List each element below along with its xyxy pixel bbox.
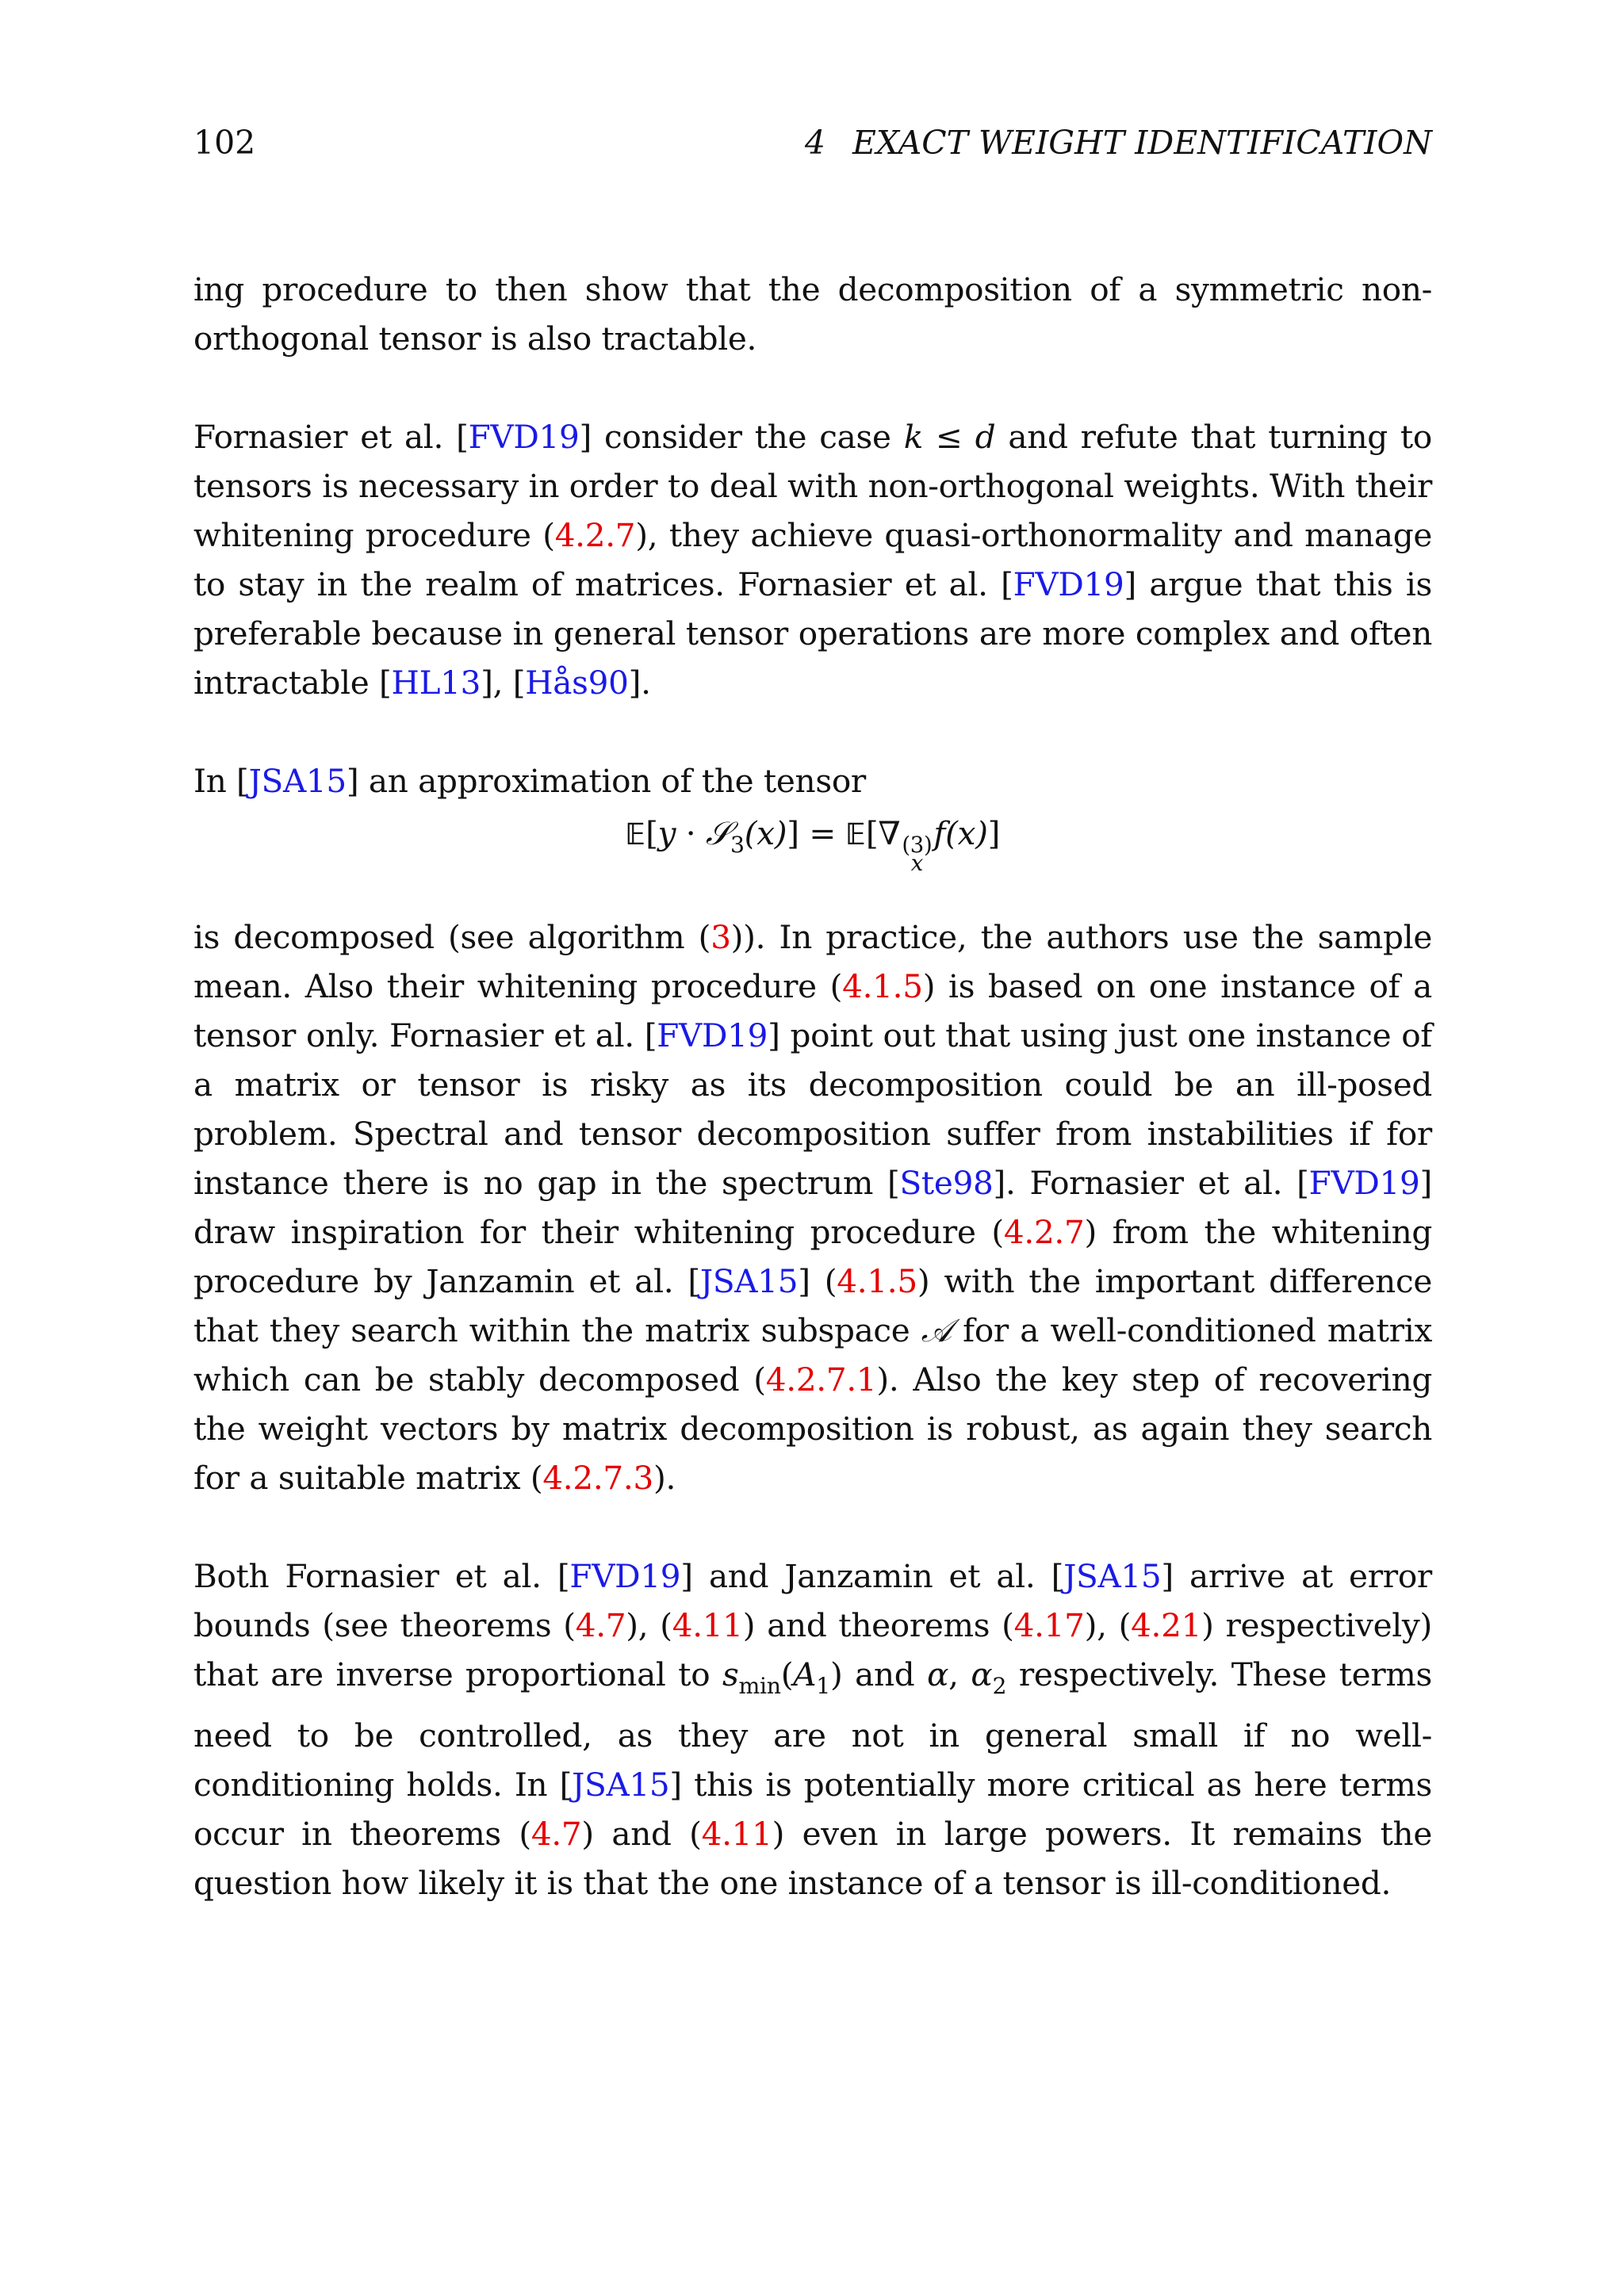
chapter-title: EXACT WEIGHT IDENTIFICATION <box>852 124 1432 162</box>
math-script-stack <box>902 832 933 877</box>
crossref-link[interactable]: 3 <box>710 918 731 957</box>
text-run: ]. <box>628 664 651 702</box>
text-run: ) with the important difference that they search within the matrix subspace <box>193 1262 1432 1350</box>
text-run: ] consider the case <box>579 418 904 456</box>
crossref-link[interactable]: 4.2.7.1 <box>765 1360 877 1399</box>
math-superscript: (3) <box>902 832 933 858</box>
text-run: , <box>948 1655 971 1694</box>
display-equation <box>193 809 1432 877</box>
math-var: (x) <box>744 814 787 852</box>
crossref-link[interactable]: 4.17 <box>1013 1606 1085 1645</box>
math-subscript: x <box>910 851 923 877</box>
body-text <box>193 265 1432 1957</box>
text-run: ), they achieve quasi-orthonormality and manage to stay in the realm of matrices. Fornasier et al. [ <box>193 516 1432 603</box>
text-run: )). In practice, the authors use the sample mean. Also their whitening procedure ( <box>193 918 1432 1006</box>
bracket-close: ] <box>787 814 799 852</box>
text-run: ) and ( <box>581 1815 702 1854</box>
crossref-link[interactable]: 4.7 <box>575 1606 626 1645</box>
math-operator: = <box>799 814 846 852</box>
paragraph <box>193 1552 1432 1908</box>
math-operator: · <box>676 814 706 852</box>
math-subscript: 2 <box>992 1673 1007 1700</box>
citation-link[interactable]: JSA15 <box>248 762 347 800</box>
text-run: ), ( <box>1084 1606 1132 1645</box>
math-var: f(x) <box>933 814 988 852</box>
nabla-symbol: ∇ <box>878 814 901 852</box>
math-var: s <box>722 1655 739 1694</box>
paragraph <box>193 265 1432 363</box>
math-subscript: min <box>738 1673 781 1700</box>
bracket-open: [ <box>645 814 658 852</box>
running-header <box>193 119 1432 166</box>
text-run: ) from the whitening procedure by Janzamin et al. [ <box>193 1213 1432 1301</box>
text-run: Fornasier et al. [ <box>193 418 469 456</box>
text-run: ) even in large powers. It remains the question how likely it is that the one instance of a tensor is ill-conditioned. <box>193 1815 1432 1903</box>
citation-link[interactable]: FVD19 <box>468 418 580 456</box>
citation-link[interactable]: JSA15 <box>699 1262 799 1301</box>
crossref-link[interactable]: 4.1.5 <box>842 967 923 1006</box>
text-run: ). <box>653 1459 676 1498</box>
text-run: ≤ <box>922 418 975 456</box>
math-var: 𝒜 <box>921 1311 952 1350</box>
running-title <box>805 119 1432 166</box>
text-run: and refute that turning to tensors is necessary in order to deal with non-orthogonal weights. With their whitening procedure ( <box>193 418 1432 554</box>
text-run: In [ <box>193 762 249 800</box>
citation-link[interactable]: FVD19 <box>569 1557 681 1596</box>
text-run: for a well-conditioned matrix which can be stably decomposed ( <box>193 1311 1432 1399</box>
text-run: ] this is potentially more critical as here terms occur in theorems ( <box>193 1766 1432 1854</box>
citation-link[interactable]: HL13 <box>391 664 481 702</box>
text-run: ( <box>780 1655 794 1694</box>
math-var: y <box>657 814 676 852</box>
text-run: ] and Janzamin et al. [ <box>680 1557 1064 1596</box>
expectation-symbol: 𝔼 <box>625 817 646 851</box>
math-var: α <box>927 1655 949 1694</box>
text-run: ]. Fornasier et al. [ <box>993 1164 1309 1203</box>
crossref-link[interactable]: 4.21 <box>1131 1606 1202 1645</box>
citation-link[interactable]: Ste98 <box>899 1164 994 1203</box>
math-subscript: 1 <box>816 1673 830 1700</box>
crossref-link[interactable]: 4.2.7 <box>554 516 636 554</box>
bracket-close: ] <box>987 814 1001 852</box>
text-run: respectively. These terms need to be controlled, as they are not in general small if no well-conditioning holds. In [ <box>193 1655 1432 1804</box>
crossref-link[interactable]: 4.2.7.3 <box>542 1459 653 1498</box>
text-run: ) and theorems ( <box>742 1606 1014 1645</box>
text-run: ] arrive at error bounds (see theorems ( <box>193 1557 1432 1645</box>
crossref-link[interactable]: 4.1.5 <box>837 1262 917 1301</box>
paragraph <box>193 913 1432 1502</box>
text-run: Both Fornasier et al. [ <box>193 1557 570 1596</box>
crossref-link[interactable]: 4.11 <box>672 1606 743 1645</box>
math-var: A <box>793 1655 817 1694</box>
text-run: ] argue that this is preferable because in general tensor operations are more complex and often intractable [ <box>193 565 1432 702</box>
crossref-link[interactable]: 4.7 <box>530 1815 582 1854</box>
citation-link[interactable]: FVD19 <box>1013 565 1124 603</box>
expectation-symbol: 𝔼 <box>845 817 866 851</box>
citation-link[interactable]: FVD19 <box>657 1016 768 1055</box>
text-run: ] point out that using just one instance of a matrix or tensor is risky as its decomposition could be an ill-posed problem. Spectral and tensor decomposition suffer from instabilities if for instance there is no gap in the spectrum [ <box>193 1016 1432 1203</box>
text-run: ], [ <box>481 664 526 702</box>
paragraph <box>193 412 1432 707</box>
text-run: ), ( <box>626 1606 672 1645</box>
text-run: ) respectively) that are inverse proportional to <box>193 1606 1432 1694</box>
chapter-number: 4 <box>804 124 825 162</box>
text-run: ] ( <box>798 1262 837 1301</box>
text-run: is decomposed (see algorithm ( <box>193 918 711 957</box>
paragraph <box>193 756 1432 806</box>
page-number: 102 <box>193 124 256 162</box>
math-subscript: 3 <box>730 831 745 858</box>
text-run: ) is based on one instance of a tensor only. Fornasier et al. [ <box>193 967 1433 1055</box>
crossref-link[interactable]: 4.2.7 <box>1003 1213 1085 1252</box>
text-run: ] an approximation of the tensor <box>346 762 866 800</box>
text-run: ] draw inspiration for their whitening procedure ( <box>193 1164 1433 1252</box>
crossref-link[interactable]: 4.11 <box>701 1815 772 1854</box>
citation-link[interactable]: JSA15 <box>1063 1557 1162 1596</box>
citation-link[interactable]: Hås90 <box>525 664 629 702</box>
bracket-open: [ <box>865 814 879 852</box>
text-run: ) and <box>829 1655 928 1694</box>
citation-link[interactable]: JSA15 <box>572 1766 670 1804</box>
text-run: ). Also the key step of recovering the weight vectors by matrix decomposition is robust, as again they search for a suitable matrix ( <box>193 1360 1432 1498</box>
math-var: α <box>971 1655 993 1694</box>
text-run: ing procedure to then show that the decomposition of a symmetric non-orthogonal tensor is also tractable. <box>193 270 1432 358</box>
citation-link[interactable]: FVD19 <box>1308 1164 1420 1203</box>
math-var: d <box>975 418 996 456</box>
math-var: 𝒮 <box>705 814 730 852</box>
math-var: k <box>903 418 923 456</box>
